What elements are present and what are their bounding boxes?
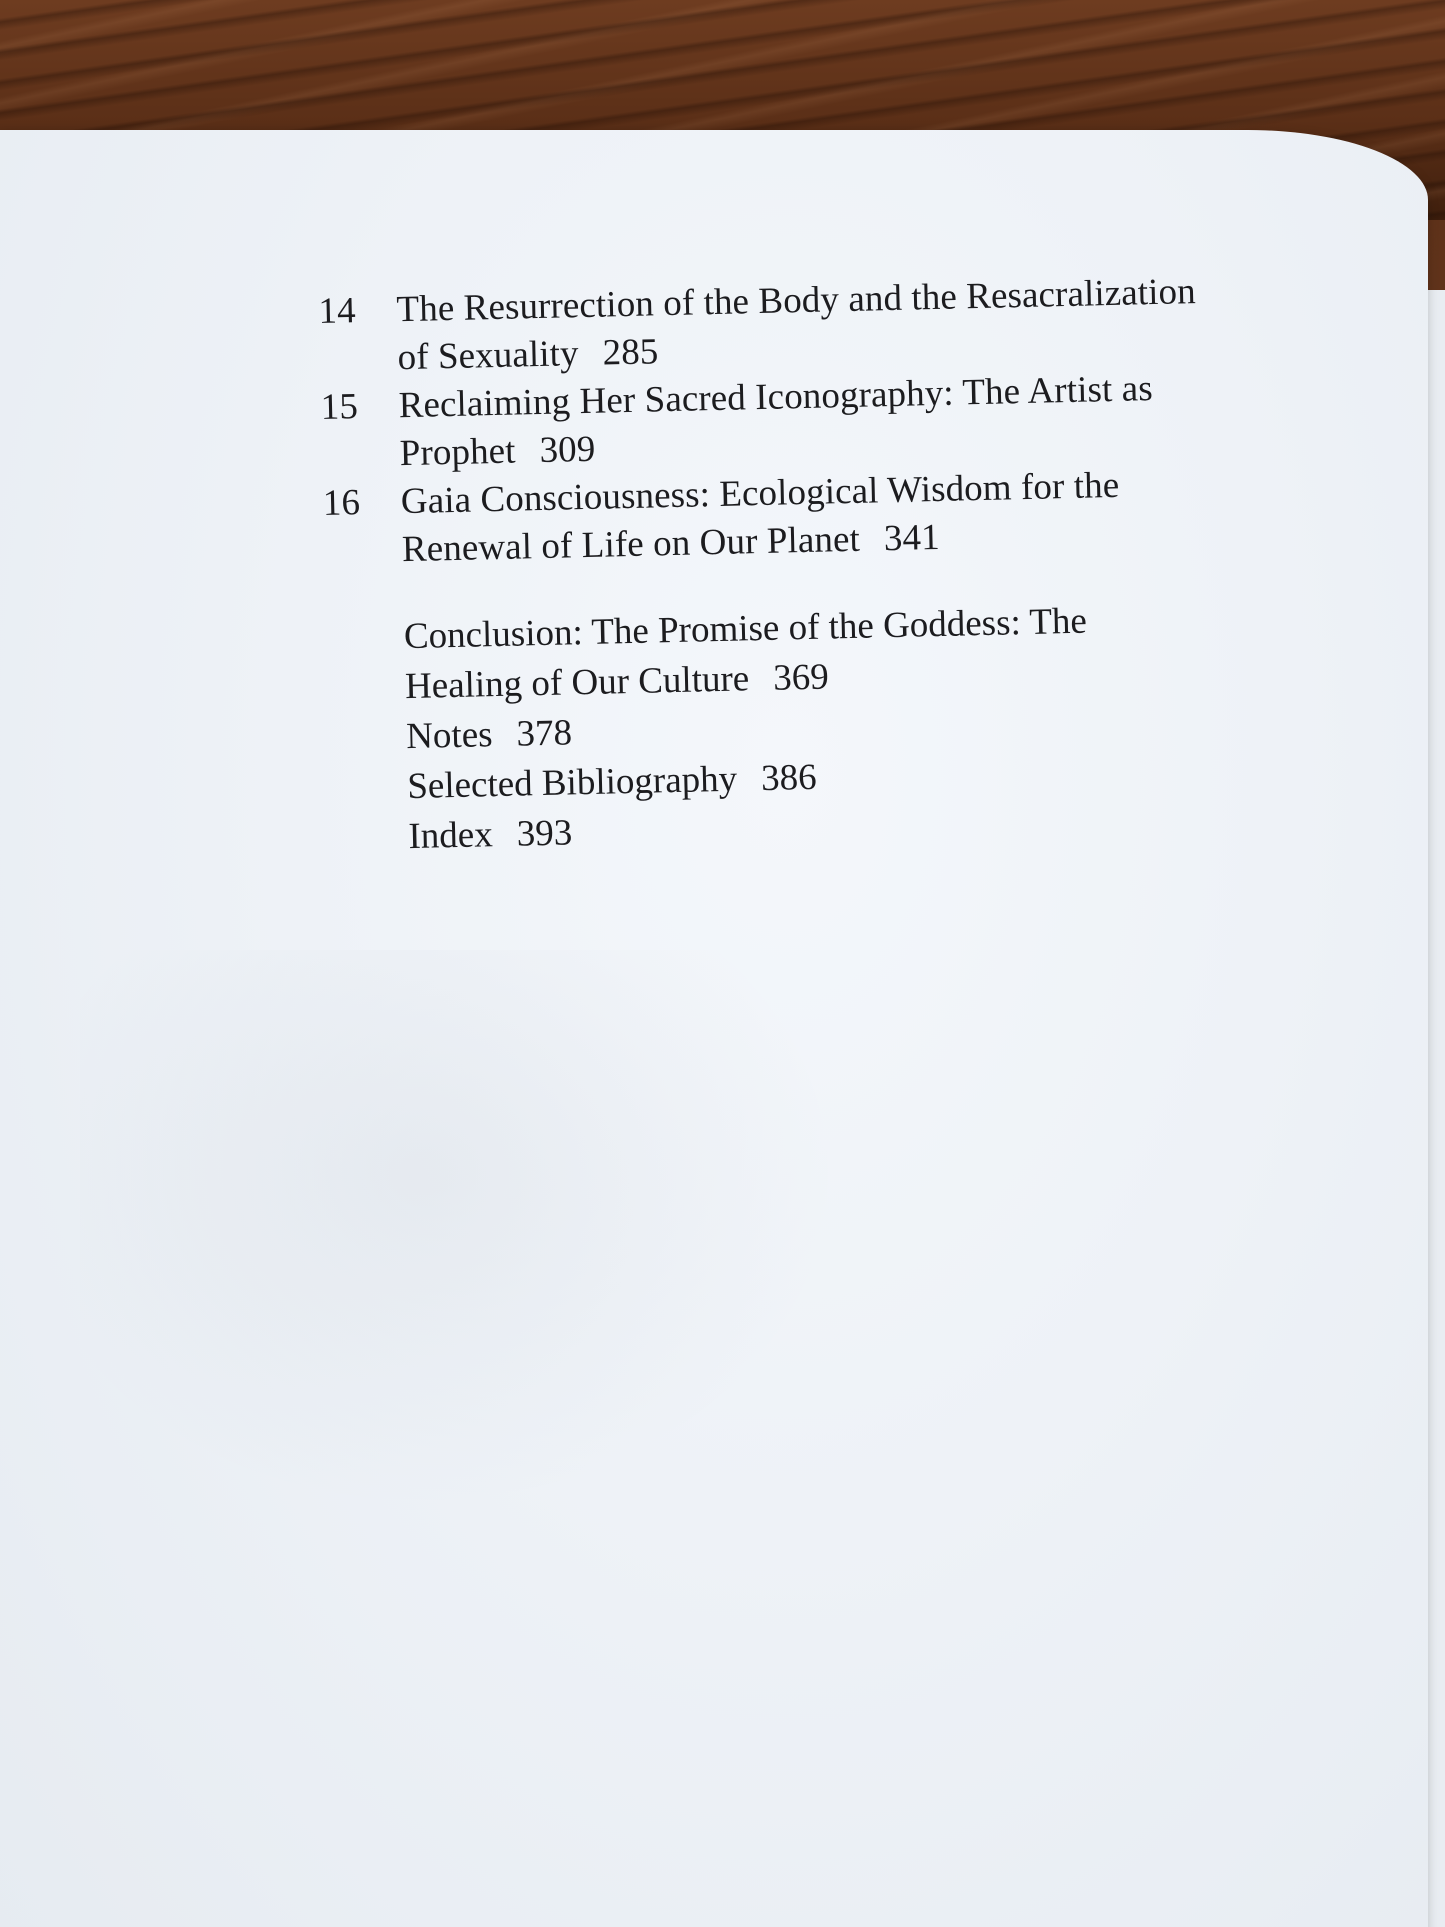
table-of-contents	[318, 265, 1351, 864]
conclusion-title-line-1: Conclusion: The Promise of the Goddess: The	[403, 600, 1088, 658]
chapter-title-text: Prophet	[399, 430, 517, 475]
chapter-title-text: Renewal of Life on Our Planet	[401, 518, 861, 571]
page-number: 309	[539, 428, 596, 472]
page-number: 285	[602, 331, 659, 374]
chapter-title-line-1: Reclaiming Her Sacred Iconography: The Artist as	[398, 368, 1154, 427]
chapter-title-line-1: The Resurrection of the Body and the Resacralization	[396, 271, 1197, 331]
index-label: Index	[408, 814, 494, 858]
chapter-number: 14	[318, 290, 357, 332]
page-number: 393	[516, 812, 573, 855]
reverse-side-show-through	[80, 950, 840, 1510]
chapter-number: 16	[322, 482, 361, 524]
page-number: 369	[772, 656, 830, 699]
page-number: 341	[883, 516, 941, 560]
chapter-title-text: of Sexuality	[397, 333, 580, 379]
page-number: 378	[516, 712, 573, 755]
page-number: 386	[760, 756, 818, 800]
chapter-title-line-1: Gaia Consciousness: Ecological Wisdom for the	[400, 464, 1120, 523]
chapter-number: 15	[320, 386, 359, 428]
conclusion-title-text: Healing of Our Culture	[404, 658, 750, 708]
notes-label: Notes	[405, 714, 493, 758]
bibliography-label: Selected Bibliography	[406, 758, 738, 808]
